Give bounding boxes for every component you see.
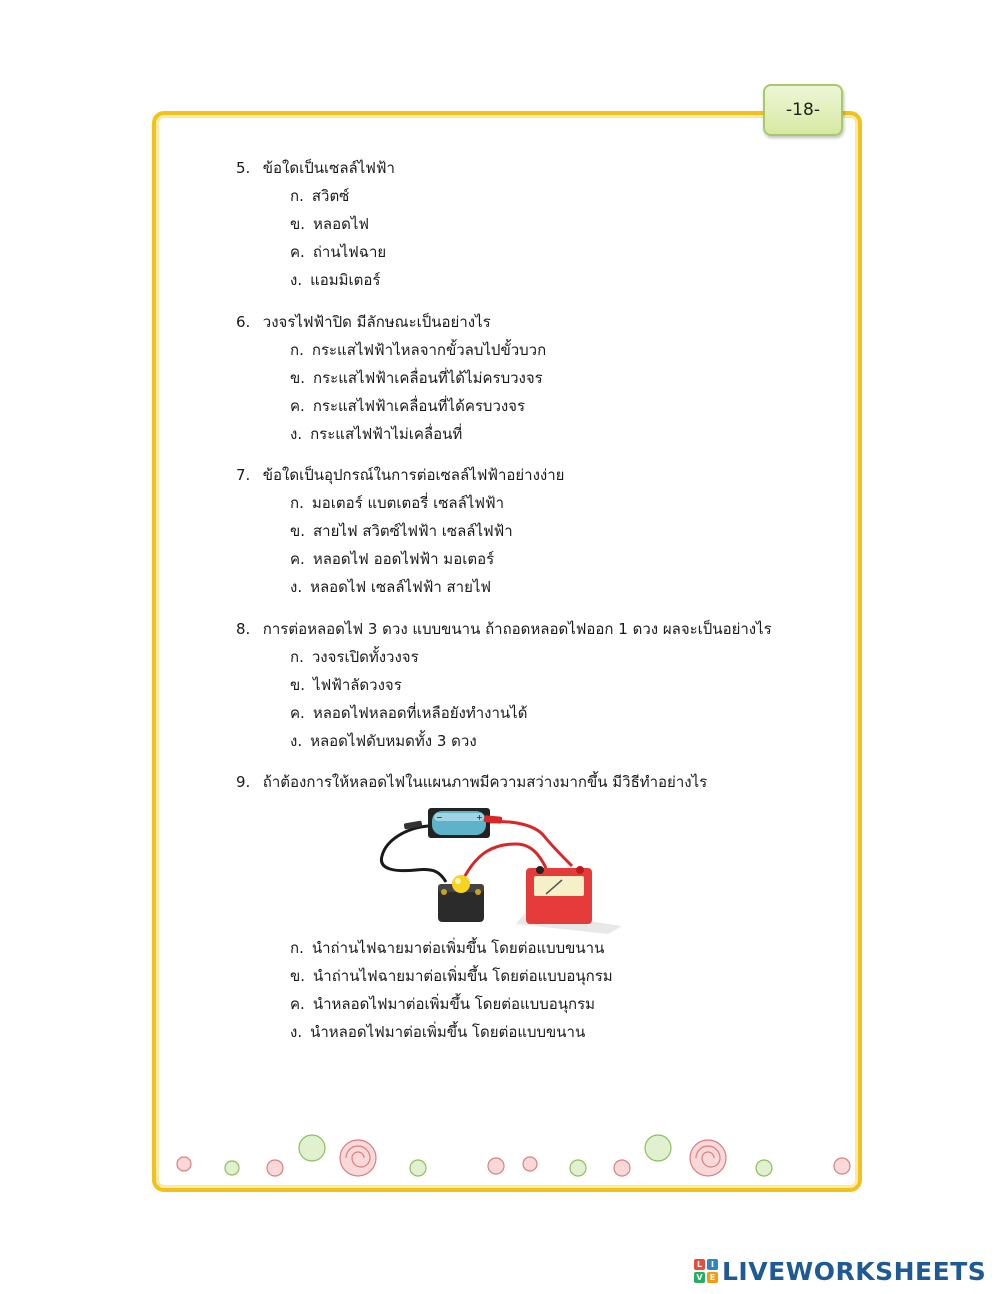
option-text: หลอดไฟหลอดที่เหลือยังทำงานได้ (312, 704, 528, 722)
option-letter: ข. (290, 676, 306, 694)
option-text: นำถ่านไฟฉายมาต่อเพิ่มขึ้น โดยต่อแบบขนาน (311, 939, 605, 957)
page-number: -18- (763, 84, 843, 136)
option-letter: ง. (290, 578, 303, 596)
option-letter: ก. (290, 341, 304, 359)
circuit-diagram-icon (376, 800, 624, 934)
option-7-a[interactable] (290, 493, 504, 513)
option-text: แอมมิเตอร์ (310, 271, 381, 289)
option-9-d[interactable] (290, 1022, 585, 1042)
logo-blocks-icon (694, 1259, 718, 1283)
question-5 (236, 158, 395, 178)
question-text: การต่อหลอดไฟ 3 ดวง แบบขนาน ถ้าถอดหลอดไฟออก 1 ดวง ผลจะเป็นอย่างไร (262, 620, 772, 638)
option-letter: ข. (290, 369, 306, 387)
option-text: หลอดไฟ (313, 215, 370, 233)
option-9-b[interactable] (290, 966, 613, 986)
logo-block: E (707, 1272, 718, 1283)
option-letter: ค. (290, 550, 305, 568)
question-number: 7. (236, 466, 251, 484)
liveworksheets-logo (694, 1254, 986, 1288)
option-letter: ก. (290, 187, 304, 205)
logo-block: L (694, 1259, 705, 1270)
option-text: นำหลอดไฟมาต่อเพิ่มขึ้น โดยต่อแบบอนุกรม (312, 995, 596, 1013)
option-text: กระแสไฟฟ้าเคลื่อนที่ได้ไม่ครบวงจร (313, 369, 543, 387)
question-text: ข้อใดเป็นอุปกรณ์ในการต่อเซลล์ไฟฟ้าอย่างง่าย (262, 466, 565, 484)
option-text: นำหลอดไฟมาต่อเพิ่มขึ้น โดยต่อแบบขนาน (310, 1023, 586, 1041)
option-text: สวิตซ์ (311, 187, 350, 205)
option-7-d[interactable] (290, 577, 491, 597)
option-letter: ค. (290, 397, 305, 415)
option-text: หลอดไฟ ออดไฟฟ้า มอเตอร์ (312, 550, 495, 568)
option-8-d[interactable] (290, 731, 477, 751)
option-letter: ง. (290, 271, 303, 289)
option-9-a[interactable] (290, 938, 604, 958)
question-7 (236, 465, 564, 485)
option-text: มอเตอร์ แบตเตอรี่ เซลล์ไฟฟ้า (311, 494, 504, 512)
question-text: ถ้าต้องการให้หลอดไฟในแผนภาพมีความสว่างมากขึ้น มีวิธีทำอย่างไร (262, 773, 708, 791)
option-letter: ง. (290, 732, 303, 750)
option-6-b[interactable] (290, 368, 543, 388)
question-text: วงจรไฟฟ้าปิด มีลักษณะเป็นอย่างไร (262, 313, 491, 331)
question-number: 5. (236, 159, 251, 177)
option-letter: ข. (290, 522, 306, 540)
option-7-c[interactable] (290, 549, 494, 569)
option-9-c[interactable] (290, 994, 595, 1014)
option-letter: ค. (290, 704, 305, 722)
option-letter: ข. (290, 967, 306, 985)
option-text: นำถ่านไฟฉายมาต่อเพิ่มขึ้น โดยต่อแบบอนุกรม (313, 967, 613, 985)
option-text: สายไฟ สวิตซ์ไฟฟ้า เซลล์ไฟฟ้า (313, 522, 513, 540)
option-5-b[interactable] (290, 214, 369, 234)
option-text: กระแสไฟฟ้าไหลจากขั้วลบไปขั้วบวก (311, 341, 547, 359)
question-number: 9. (236, 773, 251, 791)
option-text: กระแสไฟฟ้าเคลื่อนที่ได้ครบวงจร (312, 397, 526, 415)
question-text: ข้อใดเป็นเซลล์ไฟฟ้า (262, 159, 395, 177)
option-7-b[interactable] (290, 521, 513, 541)
option-text: กระแสไฟฟ้าไม่เคลื่อนที่ (310, 425, 463, 443)
option-6-d[interactable] (290, 424, 462, 444)
svg-text:−: − (436, 813, 443, 822)
question-6 (236, 312, 491, 332)
option-8-c[interactable] (290, 703, 527, 723)
option-5-d[interactable] (290, 270, 380, 290)
logo-text: LIVEWORKSHEETS (722, 1256, 987, 1286)
option-5-a[interactable] (290, 186, 349, 206)
option-8-b[interactable] (290, 675, 402, 695)
option-text: ไฟฟ้าลัดวงจร (313, 676, 402, 694)
option-letter: ก. (290, 494, 304, 512)
option-6-a[interactable] (290, 340, 546, 360)
option-6-c[interactable] (290, 396, 525, 416)
option-letter: ก. (290, 939, 304, 957)
option-text: หลอดไฟ เซลล์ไฟฟ้า สายไฟ (310, 578, 492, 596)
logo-block: V (694, 1272, 705, 1283)
option-text: วงจรเปิดทั้งวงจร (311, 648, 419, 666)
question-8 (236, 619, 772, 639)
svg-text:+: + (476, 813, 483, 822)
option-letter: ค. (290, 243, 305, 261)
question-number: 8. (236, 620, 251, 638)
option-text: หลอดไฟดับหมดทั้ง 3 ดวง (310, 732, 477, 750)
logo-block: I (707, 1259, 718, 1270)
option-letter: ง. (290, 1023, 303, 1041)
question-number: 6. (236, 313, 251, 331)
option-letter: ก. (290, 648, 304, 666)
option-8-a[interactable] (290, 647, 419, 667)
option-letter: ข. (290, 215, 306, 233)
ornament-border-icon (160, 1128, 860, 1178)
question-9 (236, 772, 707, 792)
option-letter: ค. (290, 995, 305, 1013)
option-5-c[interactable] (290, 242, 386, 262)
option-letter: ง. (290, 425, 303, 443)
option-text: ถ่านไฟฉาย (312, 243, 387, 261)
